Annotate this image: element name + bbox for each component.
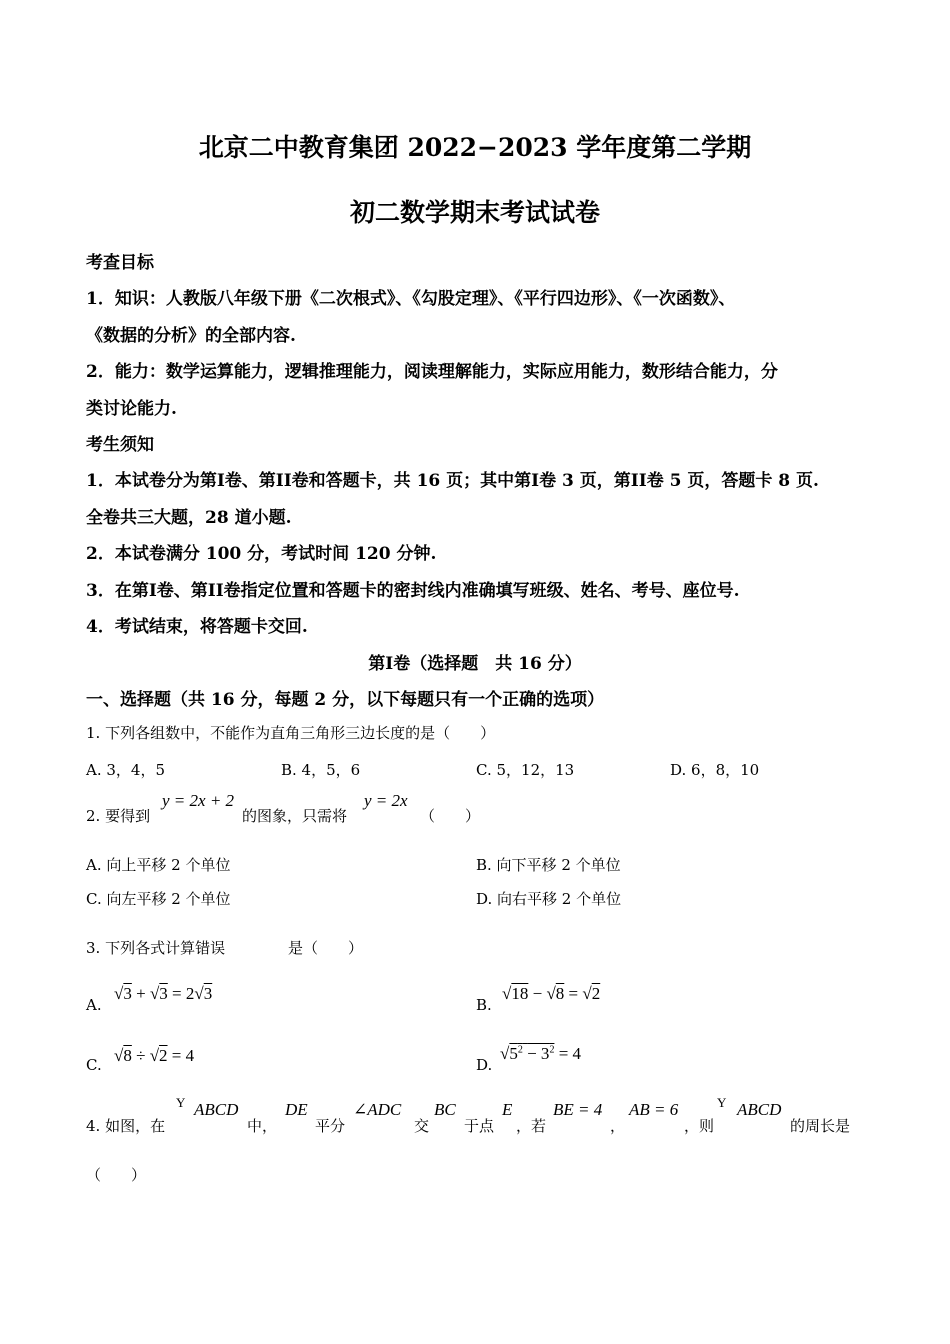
- objectives-heading: 考查目标: [86, 253, 154, 273]
- q3-option-b-label: B.: [476, 996, 492, 1014]
- notice-item4: 4．考试结束，将答题卡交回.: [86, 617, 308, 637]
- q4-stem-then: ，则: [684, 1117, 715, 1135]
- q2-option-d: D. 向右平移 2 个单位: [476, 890, 622, 908]
- notice-item1-line1: 1．本试卷分为第I卷、第II卷和答题卡，共 16 页；其中第I卷 3 页，第II卷 5 页，答题卡 8 页.: [86, 471, 819, 491]
- q4-stem-start: 4. 如图，在: [86, 1117, 166, 1135]
- q4-stem-in: 中，: [247, 1117, 278, 1135]
- notice-item2: 2．本试卷满分 100 分，考试时间 120 分钟.: [86, 544, 437, 564]
- q4-stem-perimeter: 的周长是: [790, 1117, 851, 1135]
- exam-title-line2: 初二数学期末考试试卷: [349, 198, 600, 227]
- q3-option-c-label: C.: [86, 1056, 102, 1074]
- q2-stem-start: 2. 要得到: [86, 807, 151, 825]
- q4-stem-bisects: 平分: [315, 1117, 346, 1135]
- objectives-item2-line2: 类讨论能力.: [86, 399, 177, 419]
- q4-stem-if: ，若: [516, 1117, 547, 1135]
- q4-parallelogram-1: ABCD: [194, 1100, 239, 1119]
- q4-stem-comma: ，: [610, 1117, 626, 1135]
- q1-stem: 1. 下列各组数中，不能作为直角三角形三边长度的是（ ）: [86, 724, 496, 742]
- q4-stem-at-point: 于点: [464, 1117, 495, 1135]
- exam-title-line1: 北京二中教育集团 2022−2023 学年度第二学期: [198, 133, 752, 162]
- q4-segment-bc: BC: [434, 1100, 456, 1119]
- q1-option-d: D. 6，8，10: [670, 761, 760, 779]
- q2-answer-blank: （ ）: [420, 807, 481, 825]
- notice-item3: 3．在第I卷、第II卷指定位置和答题卡的密封线内准确填写班级、姓名、考号、座位号.: [86, 581, 740, 601]
- q3-option-c-expression: √8 ÷ √2 = 4: [114, 1046, 195, 1065]
- q3-option-a-expression: √3 + √3 = 2√3: [114, 984, 213, 1003]
- q3-option-d-label: D.: [476, 1056, 493, 1074]
- q1-option-b: B. 4，5，6: [281, 761, 361, 779]
- q2-option-b: B. 向下平移 2 个单位: [476, 856, 621, 874]
- q3-stem-start: 3. 下列各式计算错误: [86, 939, 226, 957]
- parallelogram-icon-2: Y: [717, 1095, 727, 1110]
- q4-angle-adc: ∠ADC: [353, 1100, 402, 1119]
- q1-option-a: A. 3，4，5: [86, 761, 165, 779]
- q4-answer-blank: （ ）: [86, 1166, 147, 1184]
- q2-option-a: A. 向上平移 2 个单位: [86, 856, 231, 874]
- section-one-heading: 一、选择题（共 16 分，每题 2 分，以下每题只有一个正确的选项）: [86, 690, 605, 710]
- notice-heading: 考生须知: [86, 435, 154, 455]
- objectives-item2-line1: 2．能力：数学运算能力，逻辑推理能力，阅读理解能力，实际应用能力，数形结合能力，分: [86, 362, 778, 382]
- q3-stem-end: 是（ ）: [288, 939, 364, 957]
- q4-parallelogram-2: ABCD: [737, 1100, 782, 1119]
- q2-equation-1: y = 2x + 2: [162, 791, 235, 810]
- q4-ab-value: AB = 6: [629, 1100, 679, 1119]
- q3-option-b-expression: √18 − √8 = √2: [502, 984, 601, 1003]
- q2-stem-middle: 的图象，只需将: [242, 807, 348, 825]
- q2-equation-2: y = 2x: [364, 791, 408, 810]
- q4-point-e: E: [502, 1100, 513, 1119]
- objectives-item1-line1: 1．知识：人教版八年级下册《二次根式》、《勾股定理》、《平行四边形》、《一次函数》、: [86, 289, 736, 309]
- q3-option-d-expression: $√5^2 - 3^2 = 4$: [500, 1044, 582, 1063]
- parallelogram-icon: Y: [176, 1095, 186, 1110]
- q4-be-value: BE = 4: [553, 1100, 603, 1119]
- q2-option-c: C. 向左平移 2 个单位: [86, 890, 231, 908]
- notice-item1-line2: 全卷共三大题，28 道小题.: [86, 508, 292, 528]
- part-one-title: 第I卷（选择题 共 16 分）: [368, 654, 582, 674]
- q4-segment-de: DE: [285, 1100, 308, 1119]
- q4-stem-meets: 交: [414, 1117, 430, 1135]
- q3-option-a-label: A.: [86, 996, 102, 1014]
- objectives-item1-line2: 《数据的分析》的全部内容.: [86, 326, 296, 346]
- q1-option-c: C. 5，12，13: [476, 761, 575, 779]
